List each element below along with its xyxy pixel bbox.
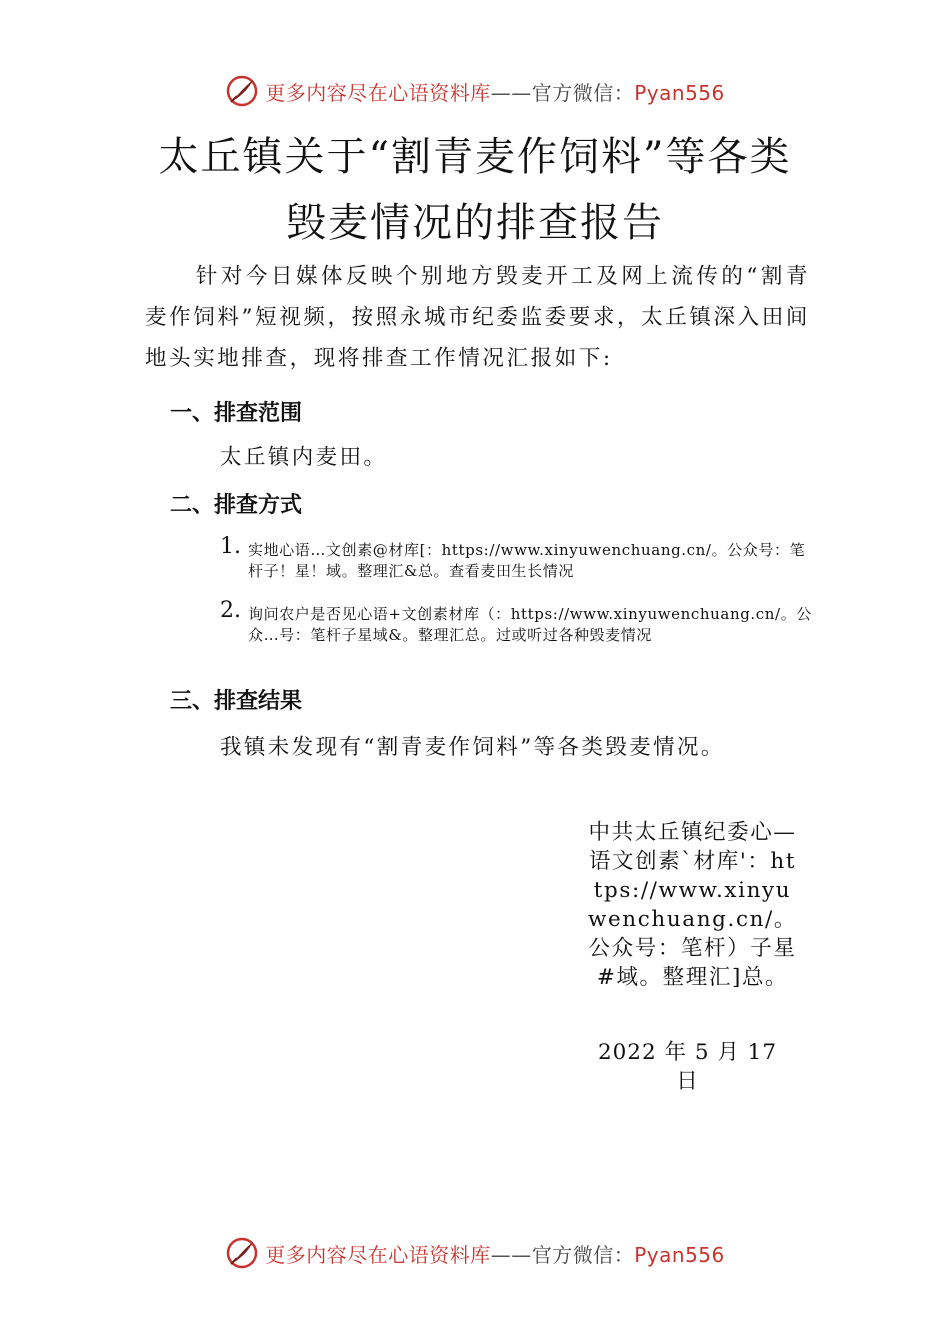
report-date: 2022 年 5 月 17 日: [597, 1040, 778, 1094]
watermark-header: [0, 74, 950, 108]
list-text: 实地心语…文创素@材库[：https://www.xinyuwenchuang.cn/。公众号：笔杆子！星！域。整理汇&总。查看麦田生长情况: [248, 541, 806, 580]
document-title-line-1: 太丘镇关于“割青麦作饲料”等各类: [158, 134, 792, 180]
document-title-line-2: 毁麦情况的排查报告: [286, 200, 664, 246]
watermark-text: 更多内容尽在心语资料库——官方微信：Pyan556: [265, 80, 725, 105]
list-number: 2.: [220, 598, 241, 623]
watermark-text: 更多内容尽在心语资料库——官方微信：Pyan556: [265, 1242, 725, 1267]
section-heading-scope: 一、排查范围: [170, 401, 303, 426]
quill-logo-icon: [225, 74, 259, 108]
intro-paragraph: 针对今日媒体反映个别地方毁麦开工及网上流传的“割青麦作饲料”短视频，按照永城市纪委监委要求，太丘镇深入田间地头实地排查，现将排查工作情况汇报如下:: [145, 264, 810, 371]
quill-logo-icon: [225, 1236, 259, 1270]
section-heading-result: 三、排查结果: [170, 689, 303, 714]
list-text: 询问农户是否见心语+文创素材库（：https://www.xinyuwenchuang.cn/。公众…号：笔杆子星域&。整理汇总。过或听过各种毁麦情况: [248, 605, 812, 644]
list-number: 1.: [220, 534, 241, 559]
section-heading-method: 二、排查方式: [170, 493, 303, 518]
section-body-scope: 太丘镇内麦田。: [220, 445, 388, 470]
signature-block: 中共太丘镇纪委心—语文创素`材库'：https://www.xinyuwenchuang.cn/。公众号：笔杆）子星#域。整理汇]总。: [587, 820, 797, 990]
section-body-result: 我镇未发现有“割青麦作饲料”等各类毁麦情况。: [220, 735, 725, 760]
watermark-footer: [0, 1236, 950, 1270]
